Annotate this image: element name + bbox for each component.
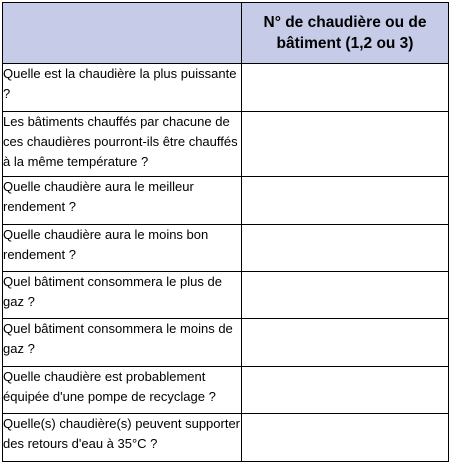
question-cell: Quel bâtiment consommera le moins de gaz ? bbox=[3, 319, 242, 366]
question-cell: Quel bâtiment consommera le plus de gaz ? bbox=[3, 272, 242, 319]
table-row bbox=[3, 272, 449, 319]
table-row bbox=[3, 366, 449, 413]
answer-cell[interactable] bbox=[242, 414, 449, 462]
header-blank-cell bbox=[3, 3, 242, 64]
header-row bbox=[3, 3, 449, 64]
answer-cell[interactable] bbox=[242, 319, 449, 366]
question-cell: Les bâtiments chauffés par chacune de ces chaudières pourront-ils être chauffés à la même température ? bbox=[3, 111, 242, 176]
question-cell: Quelle chaudière est probablement équipée d'une pompe de recyclage ? bbox=[3, 366, 242, 413]
answer-cell[interactable] bbox=[242, 224, 449, 271]
question-table bbox=[2, 2, 449, 462]
table-row bbox=[3, 414, 449, 462]
table-row bbox=[3, 111, 449, 176]
header-label: N° de chaudière ou de bâtiment (1,2 ou 3) bbox=[263, 14, 427, 53]
table-row bbox=[3, 224, 449, 271]
question-cell: Quelle chaudière aura le moins bon rendement ? bbox=[3, 224, 242, 271]
question-cell: Quelle est la chaudière la plus puissante ? bbox=[3, 64, 242, 111]
answer-cell[interactable] bbox=[242, 272, 449, 319]
answer-cell[interactable] bbox=[242, 64, 449, 111]
answer-cell[interactable] bbox=[242, 177, 449, 224]
table-row bbox=[3, 177, 449, 224]
question-cell: Quelle chaudière aura le meilleur rendement ? bbox=[3, 177, 242, 224]
table-row bbox=[3, 319, 449, 366]
answer-cell[interactable] bbox=[242, 366, 449, 413]
table-row bbox=[3, 64, 449, 111]
header-answer-column bbox=[242, 3, 449, 64]
answer-cell[interactable] bbox=[242, 111, 449, 176]
question-cell: Quelle(s) chaudière(s) peuvent supporter des retours d'eau à 35°C ? bbox=[3, 414, 242, 462]
